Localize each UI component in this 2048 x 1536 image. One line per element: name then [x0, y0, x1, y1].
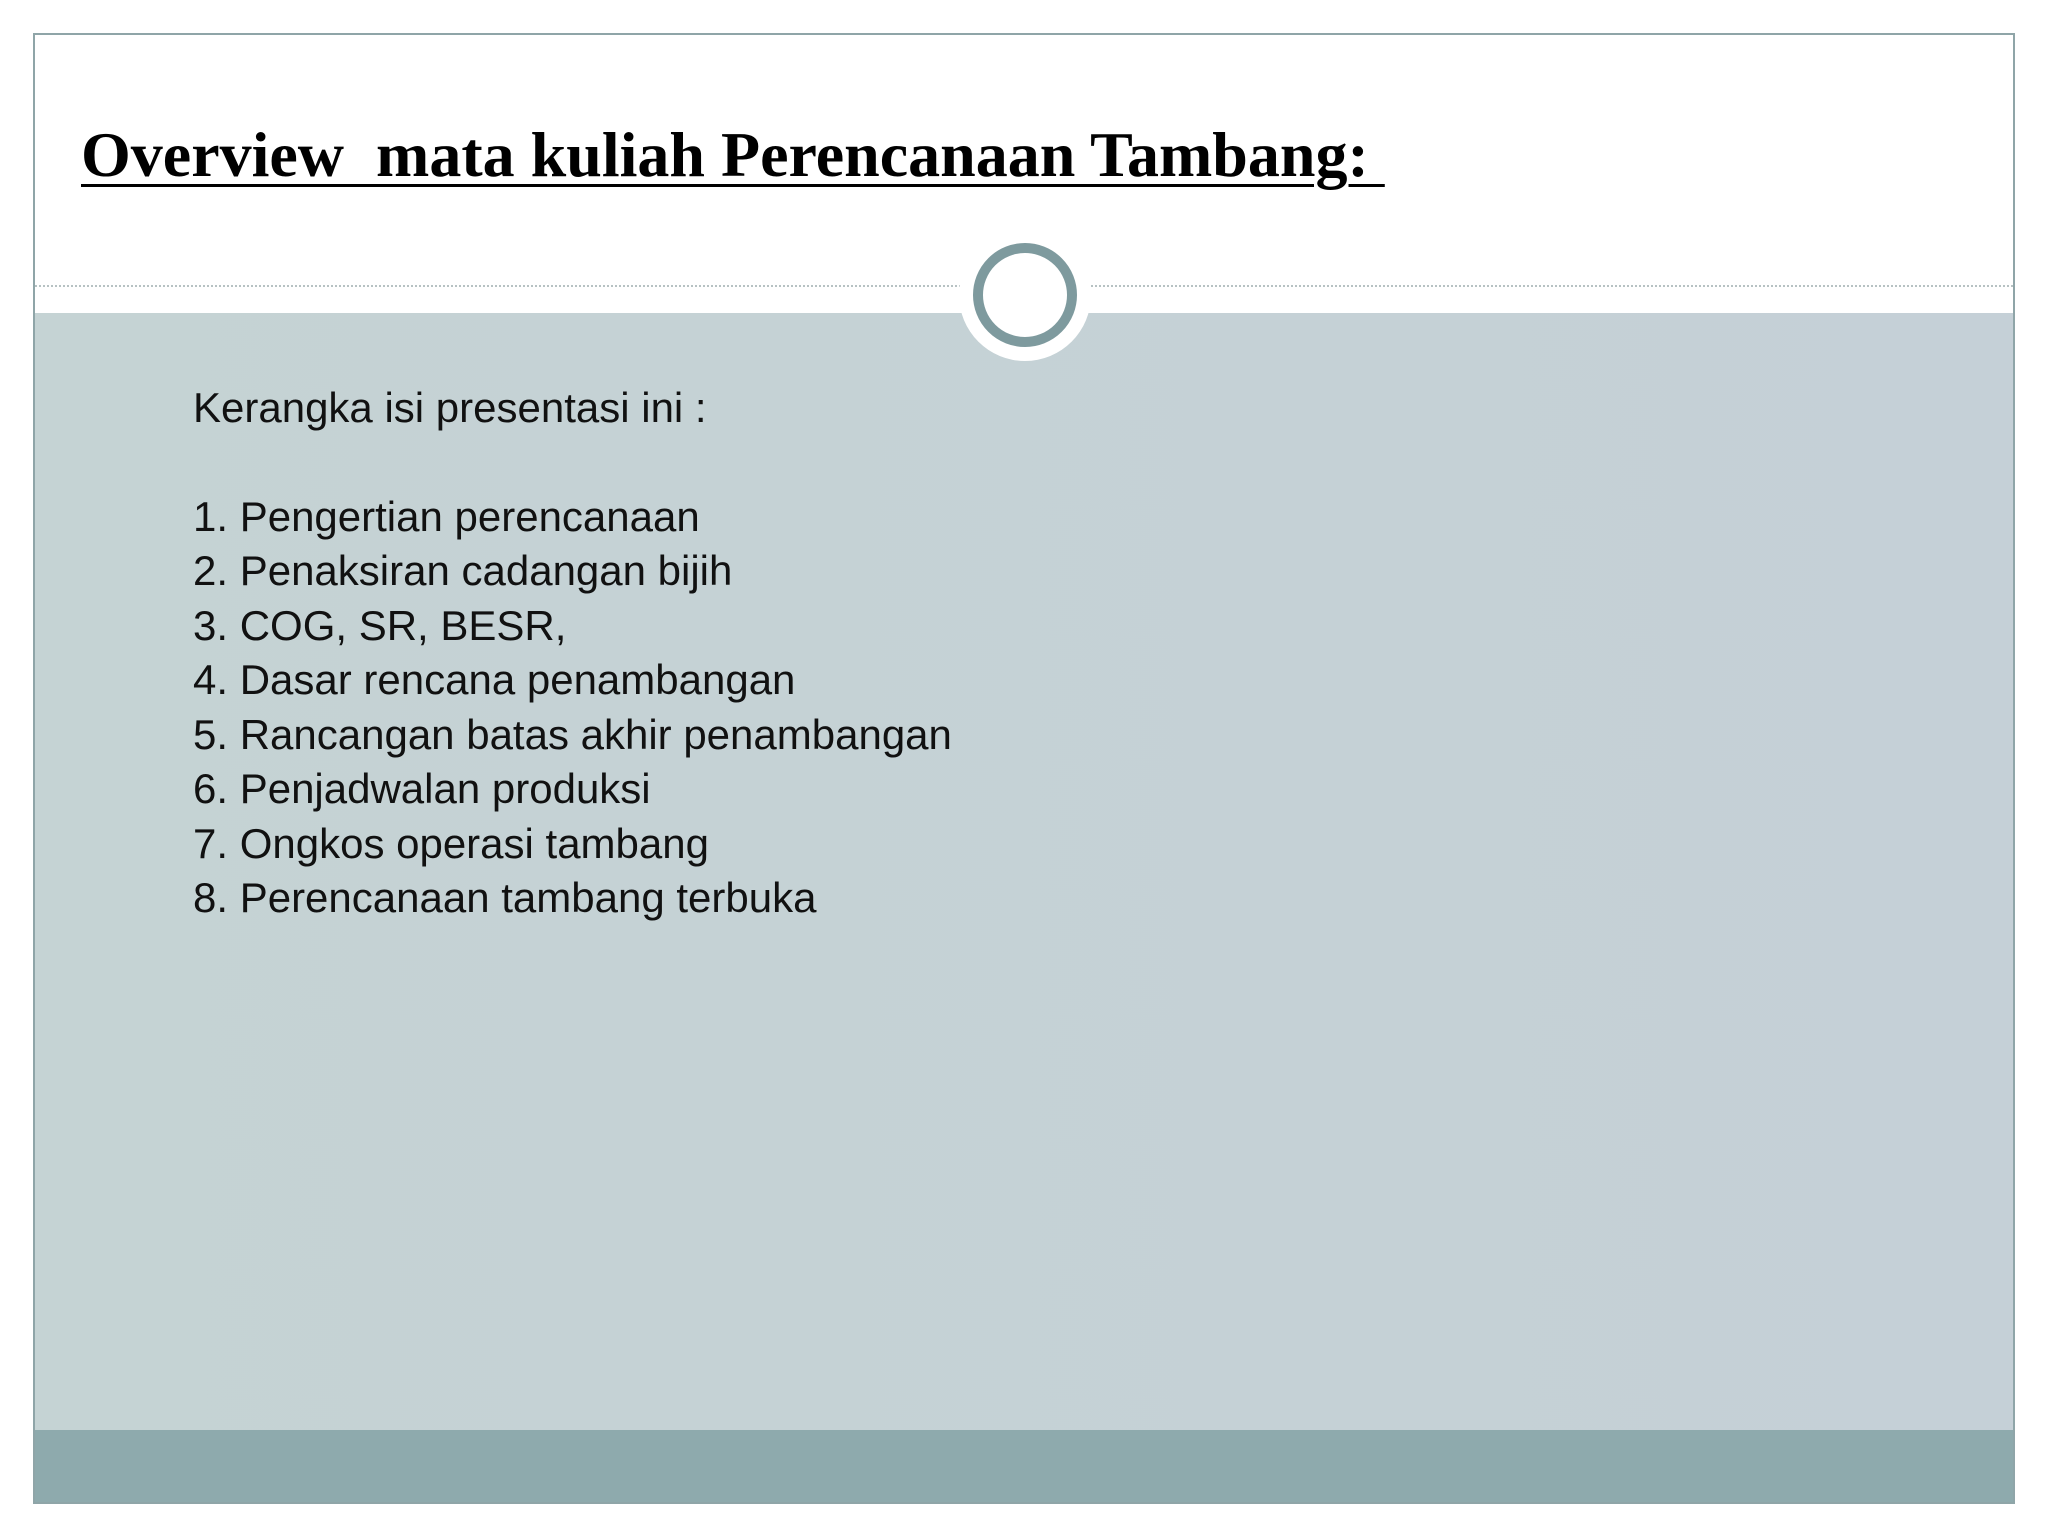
outline-item: 4. Dasar rencana penambangan — [193, 656, 796, 703]
outline-item: 7. Ongkos operasi tambang — [193, 819, 709, 867]
footer-band — [35, 1430, 2013, 1502]
outline-item: 8. Perencanaan tambang terbuka — [193, 874, 817, 921]
outline-item: 2. Penaksiran cadangan bijih — [193, 547, 733, 594]
slide-title: Overview mata kuliah Perencanaan Tambang: — [81, 119, 1385, 190]
outline-item: 5. Rancangan batas akhir penambangan — [193, 710, 952, 758]
circle-ring-icon — [973, 243, 1077, 347]
outline-list — [193, 490, 952, 926]
slide — [33, 33, 2015, 1504]
intro-text: Kerangka isi presentasi ini : — [193, 384, 707, 431]
outline-item: 6. Penjadwalan produksi — [193, 765, 651, 812]
outline-item: 1. Pengertian perencanaan — [193, 492, 700, 540]
slide-body — [193, 381, 952, 926]
outline-item: 3. COG, SR, BESR, — [193, 601, 567, 649]
